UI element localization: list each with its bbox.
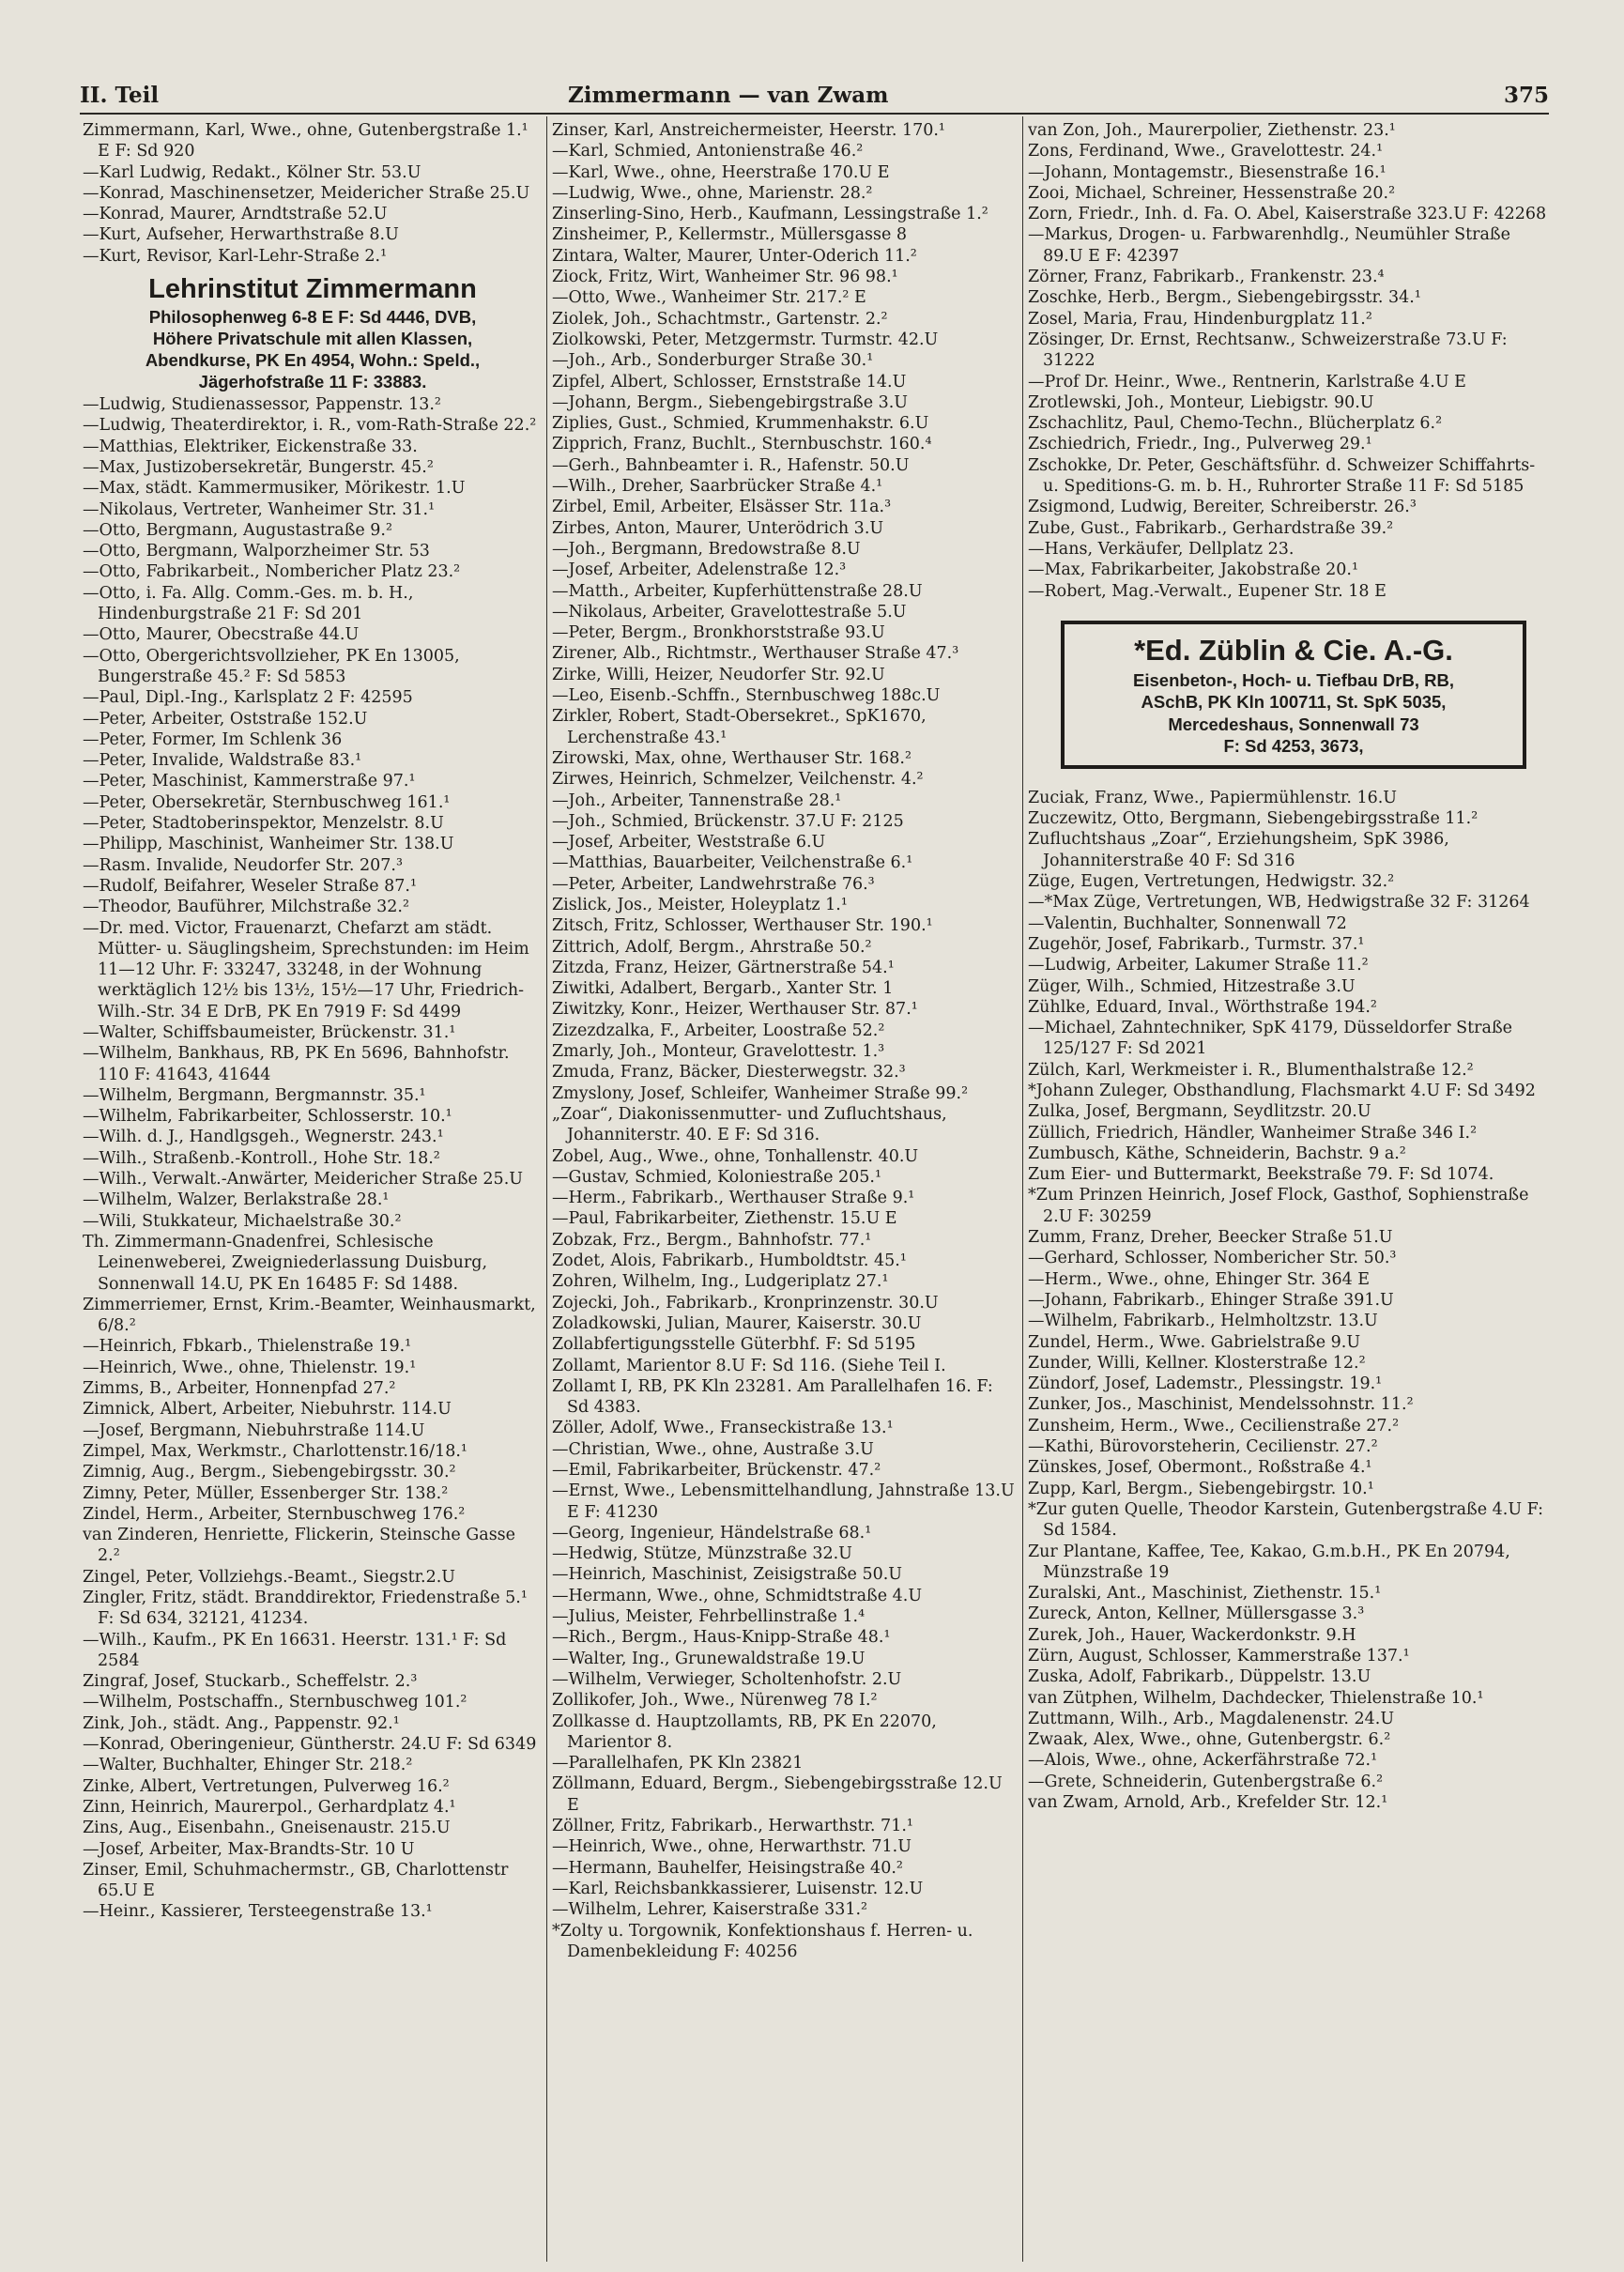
directory-entry: —Gerh., Bahnbeamter i. R., Hafenstr. 50.U [552,455,910,475]
directory-entry: Zürn, August, Schlosser, Kammerstraße 137.¹ [1028,1647,1410,1666]
directory-entry: Zimpel, Max, Werkmstr., Charlottenstr.16/18.¹ [83,1441,467,1461]
directory-entry: —Ludwig, Arbeiter, Lakumer Straße 11.² [1028,956,1369,975]
directory-entry: —Wilh. d. J., Handlgsgeh., Wegnerstr. 243.¹ [83,1128,444,1147]
directory-entry: Zmyslony, Josef, Schleifer, Wanheimer Straße 99.² [552,1083,969,1103]
directory-entry: —Otto, Bergmann, Walporzheimer Str. 53 [83,542,430,561]
directory-entry: Zwaak, Alex, Wwe., ohne, Gutenbergstr. 6.² [1028,1730,1391,1750]
directory-entry: Zöller, Adolf, Wwe., Franseckistraße 13.¹ [552,1419,894,1438]
directory-entry: Zimmermann, Karl, Wwe., ohne, Gutenbergstraße 1.¹ E F: Sd 920 [83,121,529,161]
directory-entry: Zschokke, Dr. Peter, Geschäftsführ. d. Schweizer Schiffahrts- u. Speditions-G. m. b. H., Ruhrorter Straße 11 F: Sd 5185 [1028,455,1536,497]
directory-entry: —Josef, Arbeiter, Weststraße 6.U [552,833,826,852]
directory-entry: Zitzda, Franz, Heizer, Gärtnerstraße 54.¹ [552,958,895,977]
notice-line: Jägerhofstraße 11 F: 33883. [198,372,427,392]
directory-entry: Zünskes, Josef, Obermont., Roßstraße 4.¹ [1028,1458,1372,1478]
header-rule [80,113,1549,115]
directory-entry: Zumm, Franz, Dreher, Beecker Straße 51.U [1028,1228,1393,1248]
directory-entry: Zooi, Michael, Schreiner, Hessenstraße 20.² [1028,183,1396,203]
directory-entry: Zschachlitz, Paul, Chemo-Techn., Blücherplatz 6.² [1028,414,1443,434]
column-divider [546,116,547,2262]
directory-entry: Zülch, Karl, Werkmeister i. R., Blumenthalstraße 12.² [1028,1060,1474,1080]
directory-entry: Zur Plantane, Kaffee, Tee, Kakao, G.m.b.H., PK En 20794, Münzstraße 19 [1028,1542,1510,1582]
directory-entry: Zizezdzalka, F., Arbeiter, Loostraße 52.² [552,1021,885,1040]
directory-entry: —Otto, Obergerichtsvollzieher, PK En 13005, Bungerstraße 45.² F: Sd 5853 [83,646,460,686]
column-2 [552,120,1019,2265]
directory-entry: —Herm., Wwe., ohne, Ehinger Str. 364 E [1028,1269,1371,1289]
directory-entry: Zmuda, Franz, Bäcker, Diesterwegstr. 32.³ [552,1063,906,1082]
directory-entry: Zitsch, Fritz, Schlosser, Werthauser Str. 190.¹ [552,916,933,936]
directory-entry: —Wilh., Verwalt.-Anwärter, Meidericher Straße 25.U [83,1170,524,1190]
directory-entry: Zirwes, Heinrich, Schmelzer, Veilchenstr. 4.² [552,770,924,790]
directory-entry: Zugehör, Josef, Fabrikarb., Turmstr. 37.¹ [1028,934,1365,954]
directory-entry: Zinn, Heinrich, Maurerpol., Gerhardplatz 4.¹ [83,1797,456,1817]
directory-entry: —Hedwig, Stütze, Münzstraße 32.U [552,1544,852,1564]
ad-line: Mercedeshaus, Sonnenwall 73 [1168,714,1419,734]
directory-entry: van Zwam, Arnold, Arb., Krefelder Str. 12.¹ [1028,1793,1388,1813]
entry-list [83,394,543,1923]
directory-entry: Ziolkowski, Peter, Metzgermstr. Turmstr. 42.U [552,330,939,349]
directory-entry: —Otto, i. Fa. Allg. Comm.-Ges. m. b. H., Hindenburgstraße 21 F: Sd 201 [83,583,414,624]
directory-entry: —Wilhelm, Walzer, Berlakstraße 28.¹ [83,1190,390,1210]
directory-entry: Zirke, Willi, Heizer, Neudorfer Str. 92.U [552,665,885,684]
directory-entry: —Peter, Stadtoberinspektor, Menzelstr. 8.U [83,814,444,834]
directory-entry: —Josef, Arbeiter, Max-Brandts-Str. 10 U [83,1839,415,1859]
directory-entry: Zoladkowski, Julian, Maurer, Kaiserstr. 30.U [552,1313,922,1333]
directory-entry: —Konrad, Oberingenieur, Güntherstr. 24.U F: Sd 6349 [83,1735,537,1755]
directory-entry: —Joh., Schmied, Brückenstr. 37.U F: 2125 [552,811,904,831]
directory-entry: Zingel, Peter, Vollziehgs.-Beamt., Siegstr.2.U [83,1567,456,1587]
directory-entry: —Gustav, Schmied, Koloniestraße 205.¹ [552,1167,881,1187]
directory-entry: —Rasm. Invalide, Neudorfer Str. 207.³ [83,855,403,875]
directory-entry: Zsigmond, Ludwig, Bereiter, Schreiberstr. 26.³ [1028,498,1417,517]
directory-entry: Zumbusch, Käthe, Schneiderin, Bachstr. 9 a.² [1028,1144,1406,1163]
directory-entry: „Zoar“, Diakonissenmutter- und Zufluchtshaus, Johanniterstr. 40. E F: Sd 316. [552,1104,947,1145]
directory-entry: —Wili, Stukkateur, Michaelstraße 30.² [83,1211,402,1231]
directory-entry: —Kathi, Bürovorsteherin, Cecilienstr. 27.² [1028,1437,1378,1457]
directory-entry: —Karl, Reichsbankkassierer, Luisenstr. 12.U [552,1879,924,1898]
notice-title: Lehrinstitut Zimmermann [148,274,477,305]
directory-entry: —Max, Justizobersekretär, Bungerstr. 45.² [83,457,434,477]
directory-entry: —Robert, Mag.-Verwalt., Eupener Str. 18 E [1028,581,1387,601]
directory-entry: Zollamt I, RB, PK Kln 23281. Am Parallelhafen 16. F: Sd 4383. [552,1376,993,1418]
directory-entry: Ziwitzky, Konr., Heizer, Werthauser Str. 87.¹ [552,1000,918,1020]
directory-entry: Zube, Gust., Fabrikarb., Gerhardstraße 39.² [1028,518,1394,538]
directory-entry: —Wilhelm, Bergmann, Bergmannstr. 35.¹ [83,1085,426,1105]
directory-entry: —Otto, Wwe., Wanheimer Str. 217.² E [552,288,866,308]
directory-entry: —Joh., Arb., Sonderburger Straße 30.¹ [552,351,874,371]
directory-entry: Zipfel, Albert, Schlosser, Ernststraße 14.U [552,372,907,391]
directory-entry: —Josef, Arbeiter, Adelenstraße 12.³ [552,560,847,580]
directory-entry: —Wilhelm, Verwieger, Scholtenhofstr. 2.U [552,1669,902,1689]
directory-entry: —Emil, Fabrikarbeiter, Brückenstr. 47.² [552,1461,881,1480]
directory-entry: Th. Zimmermann-Gnadenfrei, Schlesische Leinenweberei, Zweigniederlassung Duisburg, Sonnenwall 14.U, PK En 16485 F: Sd 1488. [83,1232,488,1294]
directory-entry: —Wilh., Kaufm., PK En 16631. Heerstr. 131.¹ F: Sd 2584 [83,1630,507,1670]
page-header [80,83,1549,120]
directory-entry: —Heinrich, Fbkarb., Thielenstraße 19.¹ [83,1337,412,1357]
directory-entry: Zufluchtshaus „Zoar“, Erziehungsheim, SpK 3986, Johanniterstraße 40 F: Sd 316 [1028,830,1449,870]
directory-entry: —Wilhelm, Lehrer, Kaiserstraße 331.² [552,1900,868,1920]
directory-entry: —Walter, Buchhalter, Ehinger Str. 218.² [83,1756,413,1775]
ad-line: Eisenbeton-, Hoch- u. Tiefbau DrB, RB, [1133,669,1454,690]
directory-entry: Zimnig, Aug., Bergm., Siebengebirgsstr. 30.² [83,1463,456,1482]
directory-entry: —Leo, Eisenb.-Schffn., Sternbuschweg 188c.U [552,686,941,706]
directory-entry: Zollamt, Marientor 8.U F: Sd 116. (Siehe Teil I. [552,1356,946,1375]
directory-entry: *Zolty u. Torgownik, Konfektionshaus f. Herren- u. Damenbekleidung F: 40256 [552,1921,973,1961]
directory-entry: Zollabfertigungsstelle Güterbhf. F: Sd 5195 [552,1335,916,1355]
directory-entry: Züger, Wilh., Schmied, Hitzestraße 3.U [1028,976,1356,996]
directory-entry: —Wilh., Dreher, Saarbrücker Straße 4.¹ [552,477,883,497]
entry-list [1028,788,1549,1814]
directory-entry: —Heinr., Kassierer, Tersteegenstraße 13.¹ [83,1902,433,1922]
directory-entry: —Ludwig, Theaterdirektor, i. R., vom-Rath-Straße 22.² [83,416,537,436]
directory-entry: —Peter, Obersekretär, Sternbuschweg 161.¹ [83,792,451,812]
directory-entry: —Joh., Arbeiter, Tannenstraße 28.¹ [552,791,842,810]
directory-entry: van Zütphen, Wilhelm, Dachdecker, Thielenstraße 10.¹ [1028,1688,1484,1708]
directory-entry: Zimms, B., Arbeiter, Honnenpfad 27.² [83,1379,396,1399]
directory-entry: Zindel, Herm., Arbeiter, Sternbuschweg 176.² [83,1504,466,1524]
directory-entry: —Alois, Wwe., ohne, Ackerfährstraße 72.¹ [1028,1751,1378,1771]
directory-entry: Zunsheim, Herm., Wwe., Cecilienstraße 27.² [1028,1416,1400,1435]
directory-entry: Zureck, Anton, Kellner, Müllersgasse 3.³ [1028,1604,1365,1624]
directory-entry: Zobzak, Frz., Bergm., Bahnhofstr. 77.¹ [552,1230,872,1250]
entry-list [83,120,543,267]
directory-entry: Zoschke, Herb., Bergm., Siebengebirgsstr. 34.¹ [1028,288,1421,308]
directory-entry: Zöllner, Fritz, Fabrikarb., Herwarthstr. 71.¹ [552,1817,913,1836]
column-3 [1028,120,1549,2265]
directory-entry: —Johann, Montagemstr., Biesenstraße 16.¹ [1028,162,1387,182]
directory-entry: Zschiedrich, Friedr., Ing., Pulverweg 29.¹ [1028,435,1372,454]
directory-entry: —Rudolf, Beifahrer, Weseler Straße 87.¹ [83,876,417,896]
directory-entry: —Ernst, Wwe., Lebensmittelhandlung, Jahnstraße 13.U E F: 41230 [552,1481,1015,1522]
directory-entry: —Peter, Arbeiter, Landwehrstraße 76.³ [552,874,875,894]
directory-entry: Zimmerriemer, Ernst, Krim.-Beamter, Weinhausmarkt, 6/8.² [83,1295,536,1336]
directory-entry: —Georg, Ingenieur, Händelstraße 68.¹ [552,1523,872,1543]
directory-entry: —Nikolaus, Arbeiter, Gravelottestraße 5.U [552,602,907,622]
directory-entry: —Parallelhafen, PK Kln 23821 [552,1754,804,1773]
directory-entry: —Johann, Fabrikarb., Ehinger Straße 391.U [1028,1290,1394,1310]
directory-entry: Zimnick, Albert, Arbeiter, Niebuhrstr. 114.U [83,1400,452,1420]
directory-entry: —Heinrich, Wwe., ohne, Thielenstr. 19.¹ [83,1358,417,1377]
directory-entry: —Kurt, Aufseher, Herwarthstraße 8.U [83,225,399,245]
directory-entry: Zink, Joh., städt. Ang., Pappenstr. 92.¹ [83,1713,400,1733]
directory-entry: —Kurt, Revisor, Karl-Lehr-Straße 2.¹ [83,246,388,266]
directory-entry: —Theodor, Bauführer, Milchstraße 32.² [83,898,409,917]
directory-entry: —Christian, Wwe., ohne, Austraße 3.U [552,1439,874,1459]
directory-entry: —Gerhard, Schlosser, Nombericher Str. 50.³ [1028,1249,1397,1268]
directory-entry: —Johann, Bergm., Siebengebirgstraße 3.U [552,392,909,412]
directory-entry: Zojecki, Joh., Fabrikarb., Kronprinzenstr. 30.U [552,1293,939,1313]
directory-entry: —Karl, Wwe., ohne, Heerstraße 170.U E [552,162,890,182]
directory-entry: —Matthias, Bauarbeiter, Veilchenstraße 6.¹ [552,853,913,873]
directory-entry: —Max, städt. Kammermusiker, Mörikestr. 1.U [83,479,466,499]
directory-entry: Zuralski, Ant., Maschinist, Ziethenstr. 15.¹ [1028,1584,1382,1604]
directory-entry: —Nikolaus, Vertreter, Wanheimer Str. 31.¹ [83,499,436,519]
directory-entry: —Max, Fabrikarbeiter, Jakobstraße 20.¹ [1028,560,1358,580]
directory-entry: Zobel, Aug., Wwe., ohne, Tonhallenstr. 40.U [552,1146,919,1166]
directory-entry: —Julius, Meister, Fehrbellinstraße 1.⁴ [552,1607,866,1627]
section-label: II. Teil [80,83,160,108]
directory-entry: —Heinrich, Maschinist, Zeisigstraße 50.U [552,1565,903,1585]
directory-entry: —Otto, Bergmann, Augustastraße 9.² [83,520,393,540]
directory-entry: Zöllmann, Eduard, Bergm., Siebengebirgsstraße 12.U E [552,1774,1003,1815]
directory-entry: —Walter, Schiffsbaumeister, Brückenstr. 31.¹ [83,1022,456,1042]
directory-entry: Zuska, Adolf, Fabrikarb., Düppelstr. 13.U [1028,1667,1371,1687]
directory-entry: Zittrich, Adolf, Bergm., Ahrstraße 50.² [552,937,872,957]
directory-entry: Zunder, Willi, Kellner. Klosterstraße 12.² [1028,1353,1366,1373]
directory-entry: Zosel, Maria, Frau, Hindenburgplatz 11.² [1028,309,1372,329]
directory-entry: Züge, Eugen, Vertretungen, Hedwigstr. 32.² [1028,872,1395,892]
directory-entry: —Otto, Maurer, Obecstraße 44.U [83,625,360,645]
directory-entry: —Dr. med. Victor, Frauenarzt, Chefarzt am städt. Mütter- u. Säuglingsheim, Sprechstunden: im Heim 11—12 Uhr. F: 33247, 33248, in der Wohnung werktäglich 12½ bis 13½, 15½—17 Uhr, Friedrich-Wilh.-Str. 34 E DrB, PK En 7919 F: Sd 4499 [83,918,529,1021]
directory-entry: Zirener, Alb., Richtmstr., Werthauser Straße 47.³ [552,644,959,664]
directory-entry: Zinsheimer, P., Kellermstr., Müllersgasse 8 [552,225,908,245]
directory-entry: Zmarly, Joh., Monteur, Gravelottestr. 1.³ [552,1042,885,1062]
directory-entry: —Walter, Ing., Grunewaldstraße 19.U [552,1649,866,1668]
entry-list [1028,120,1549,602]
directory-entry: Zinser, Karl, Anstreichermeister, Heerstr. 170.¹ [552,121,945,140]
directory-entry: Zirbel, Emil, Arbeiter, Elsässer Str. 11a.³ [552,498,892,517]
directory-entry: Zuczewitz, Otto, Bergmann, Siebengebirgsstraße 11.² [1028,809,1478,829]
directory-entry: —Konrad, Maschinensetzer, Meidericher Straße 25.U [83,183,530,203]
directory-entry: Zimny, Peter, Müller, Essenberger Str. 138.² [83,1483,449,1503]
directory-entry: —Matth., Arbeiter, Kupferhüttenstraße 28.U [552,581,923,601]
ad-line: F: Sd 4253, 3673, [1223,736,1364,757]
notice-line: Abendkurse, PK En 4954, Wohn.: Speld., [145,350,481,371]
directory-entry: Zühlke, Eduard, Inval., Wörthstraße 194.² [1028,997,1377,1017]
directory-entry: Zurek, Joh., Hauer, Wackerdonkstr. 9.H [1028,1625,1356,1645]
directory-entry: —Rich., Bergm., Haus-Knipp-Straße 48.¹ [552,1628,891,1648]
directory-entry: Zons, Ferdinand, Wwe., Gravelottestr. 24.¹ [1028,142,1384,161]
directory-entry: Zingraf, Josef, Stuckarb., Scheffelstr. 2.³ [83,1672,418,1692]
directory-entry: —Grete, Schneiderin, Gutenbergstraße 6.² [1028,1772,1384,1791]
directory-entry: Ziwitki, Adalbert, Bergarb., Xanter Str. 1 [552,979,894,999]
directory-entry: —Paul, Fabrikarbeiter, Ziethenstr. 15.U E [552,1209,897,1229]
directory-entry: Zinser, Emil, Schuhmachermstr., GB, Charlottenstr 65.U E [83,1860,509,1901]
directory-entry: —Hans, Verkäufer, Dellplatz 23. [1028,539,1295,559]
directory-entry: Züllich, Friedrich, Händler, Wanheimer Straße 346 I.² [1028,1123,1478,1143]
directory-entry: —Wilh., Straßenb.-Kontroll., Hohe Str. 18.² [83,1148,440,1168]
lehrinstitut-notice [83,267,543,394]
column-divider [1022,116,1023,2262]
directory-entry: Zislick, Jos., Meister, Holeyplatz 1.¹ [552,895,848,914]
directory-entry: Ziplies, Gust., Schmied, Krummenhakstr. 6.U [552,414,929,434]
ad-title: *Ed. Züblin & Cie. A.-G. [1134,633,1453,667]
directory-entry: Zum Eier- und Buttermarkt, Beekstraße 79. F: Sd 1074. [1028,1165,1494,1185]
directory-entry: —Markus, Drogen- u. Farbwarenhdlg., Neumühler Straße 89.U E F: 42397 [1028,225,1510,266]
notice-line: Philosophenweg 6-8 E F: Sd 4446, DVB, [148,307,477,328]
directory-entry: *Zum Prinzen Heinrich, Josef Flock, Gasthof, Sophienstraße 2.U F: 30259 [1028,1186,1529,1226]
directory-entry: Zintara, Walter, Maurer, Unter-Oderich 11.² [552,246,917,266]
zueblin-advertisement [1061,621,1526,769]
directory-entry: —Valentin, Buchhalter, Sonnenwall 72 [1028,913,1347,933]
directory-entry: Zirowski, Max, ohne, Werthauser Str. 168.² [552,748,912,768]
directory-entry: —Karl Ludwig, Redakt., Kölner Str. 53.U [83,162,421,182]
directory-entry: —Peter, Invalide, Waldstraße 83.¹ [83,751,362,771]
notice-line: Höhere Privatschule mit allen Klassen, [152,329,473,349]
directory-entry: —Konrad, Maurer, Arndtstraße 52.U [83,205,388,224]
directory-entry: Zirbes, Anton, Maurer, Unterödrich 3.U [552,518,884,538]
directory-entry: —Wilhelm, Bankhaus, RB, PK En 5696, Bahnhofstr. 110 F: 41643, 41644 [83,1044,510,1084]
directory-entry: —Peter, Former, Im Schlenk 36 [83,729,343,749]
directory-entry: —Michael, Zahntechniker, SpK 4179, Düsseldorfer Straße 125/127 F: Sd 2021 [1028,1019,1513,1059]
directory-entry: Zündorf, Josef, Lademstr., Plessingstr. 19.¹ [1028,1374,1383,1394]
directory-entry: Zösinger, Dr. Ernst, Rechtsanw., Schweizerstraße 73.U F: 31222 [1028,330,1508,371]
directory-entry: Zunker, Jos., Maschinist, Mendelssohnstr. 11.² [1028,1395,1414,1415]
directory-entry: —Wilhelm, Postschaffn., Sternbuschweg 101.² [83,1693,467,1712]
directory-entry: Zipprich, Franz, Buchlt., Sternbuschstr. 160.⁴ [552,435,932,454]
directory-entry: van Zon, Joh., Maurerpolier, Ziethenstr. 23.¹ [1028,121,1396,140]
directory-entry: Zinke, Albert, Vertretungen, Pulverweg 16.² [83,1776,450,1796]
directory-entry: Zingler, Fritz, städt. Branddirektor, Friedenstraße 5.¹ F: Sd 634, 32121, 41234. [83,1589,528,1629]
directory-entry: —Josef, Bergmann, Niebuhrstraße 114.U [83,1420,425,1440]
entry-list [552,120,1019,1962]
directory-entry: Zollkasse d. Hauptzollamts, RB, PK En 22070, Marientor 8. [552,1712,937,1752]
directory-entry: —*Max Züge, Vertretungen, WB, Hedwigstraße 32 F: 31264 [1028,893,1530,913]
directory-entry: —Peter, Arbeiter, Oststraße 152.U [83,709,368,729]
directory-entry: —Heinrich, Wwe., ohne, Herwarthstr. 71.U [552,1837,912,1857]
directory-entry: —Joh., Bergmann, Bredowstraße 8.U [552,539,861,559]
directory-entry: —Peter, Bergm., Bronkhorststraße 93.U [552,623,885,643]
directory-entry: Zörner, Franz, Fabrikarb., Frankenstr. 23.⁴ [1028,268,1385,287]
directory-entry: Zohren, Wilhelm, Ing., Ludgeriplatz 27.¹ [552,1272,889,1292]
directory-entry: Zorn, Friedr., Inh. d. Fa. O. Abel, Kaiserstraße 323.U F: 42268 [1028,205,1547,224]
directory-entry: —Otto, Fabrikarbeit., Nombericher Platz 23.² [83,562,461,582]
directory-entry: Zins, Aug., Eisenbahn., Gneisenaustr. 215.U [83,1819,451,1838]
directory-entry: —Philipp, Maschinist, Wanheimer Str. 138.U [83,835,454,854]
directory-entry: Zupp, Karl, Bergm., Siebengebirgstr. 10.¹ [1028,1479,1374,1498]
directory-entry: —Herm., Fabrikarb., Werthauser Straße 9.¹ [552,1189,915,1208]
directory-entry: Zirkler, Robert, Stadt-Obersekret., SpK1670, Lerchenstraße 43.¹ [552,707,927,747]
directory-entry: —Matthias, Elektriker, Eickenstraße 33. [83,437,418,456]
directory-entry: Zinserling-Sino, Herb., Kaufmann, Lessingstraße 1.² [552,205,988,224]
column-1 [83,120,543,2265]
directory-entry: —Paul, Dipl.-Ing., Karlsplatz 2 F: 42595 [83,688,413,708]
directory-entry: —Ludwig, Studienassessor, Pappenstr. 13.² [83,395,441,415]
directory-entry: Ziolek, Joh., Schachtmstr., Gartenstr. 2.² [552,309,888,329]
directory-entry: —Hermann, Bauhelfer, Heisingstraße 40.² [552,1858,903,1878]
directory-entry: —Ludwig, Wwe., ohne, Marienstr. 28.² [552,183,873,203]
page-number: 375 [1503,83,1549,108]
directory-entry: van Zinderen, Henriette, Flickerin, Steinsche Gasse 2.² [83,1526,516,1566]
directory-entry: Zodet, Alois, Fabrikarb., Humboldtstr. 45.¹ [552,1251,907,1271]
directory-entry: Zuttmann, Wilh., Arb., Magdalenenstr. 24.U [1028,1709,1395,1728]
directory-entry: Zrotlewski, Joh., Monteur, Liebigstr. 90.U [1028,392,1374,412]
directory-entry: *Johann Zuleger, Obsthandlung, Flachsmarkt 4.U F: Sd 3492 [1028,1081,1536,1100]
directory-entry: Zuciak, Franz, Wwe., Papiermühlenstr. 16.U [1028,788,1398,807]
directory-entry: *Zur guten Quelle, Theodor Karstein, Gutenbergstraße 4.U F: Sd 1584. [1028,1499,1544,1541]
directory-entry: —Prof Dr. Heinr., Wwe., Rentnerin, Karlstraße 4.U E [1028,372,1466,391]
ad-line: ASchB, PK Kln 100711, St. SpK 5035, [1141,692,1447,713]
running-title: Zimmermann — van Zwam [568,83,889,108]
directory-entry: Ziock, Fritz, Wirt, Wanheimer Str. 96 98.¹ [552,268,898,287]
directory-entry: —Peter, Maschinist, Kammerstraße 97.¹ [83,772,416,791]
directory-entry: —Hermann, Wwe., ohne, Schmidtstraße 4.U [552,1586,923,1605]
directory-entry: Zulka, Josef, Bergmann, Seydlitzstr. 20.U [1028,1102,1371,1122]
directory-entry: —Wilhelm, Fabrikarb., Helmholtzstr. 13.U [1028,1312,1378,1331]
directory-entry: —Wilhelm, Fabrikarbeiter, Schlosserstr. 10.¹ [83,1107,452,1127]
directory-entry: —Karl, Schmied, Antonienstraße 46.² [552,142,864,161]
directory-entry: Zundel, Herm., Wwe. Gabrielstraße 9.U [1028,1332,1361,1352]
directory-entry: Zollikofer, Joh., Wwe., Nürenweg 78 I.² [552,1691,878,1711]
